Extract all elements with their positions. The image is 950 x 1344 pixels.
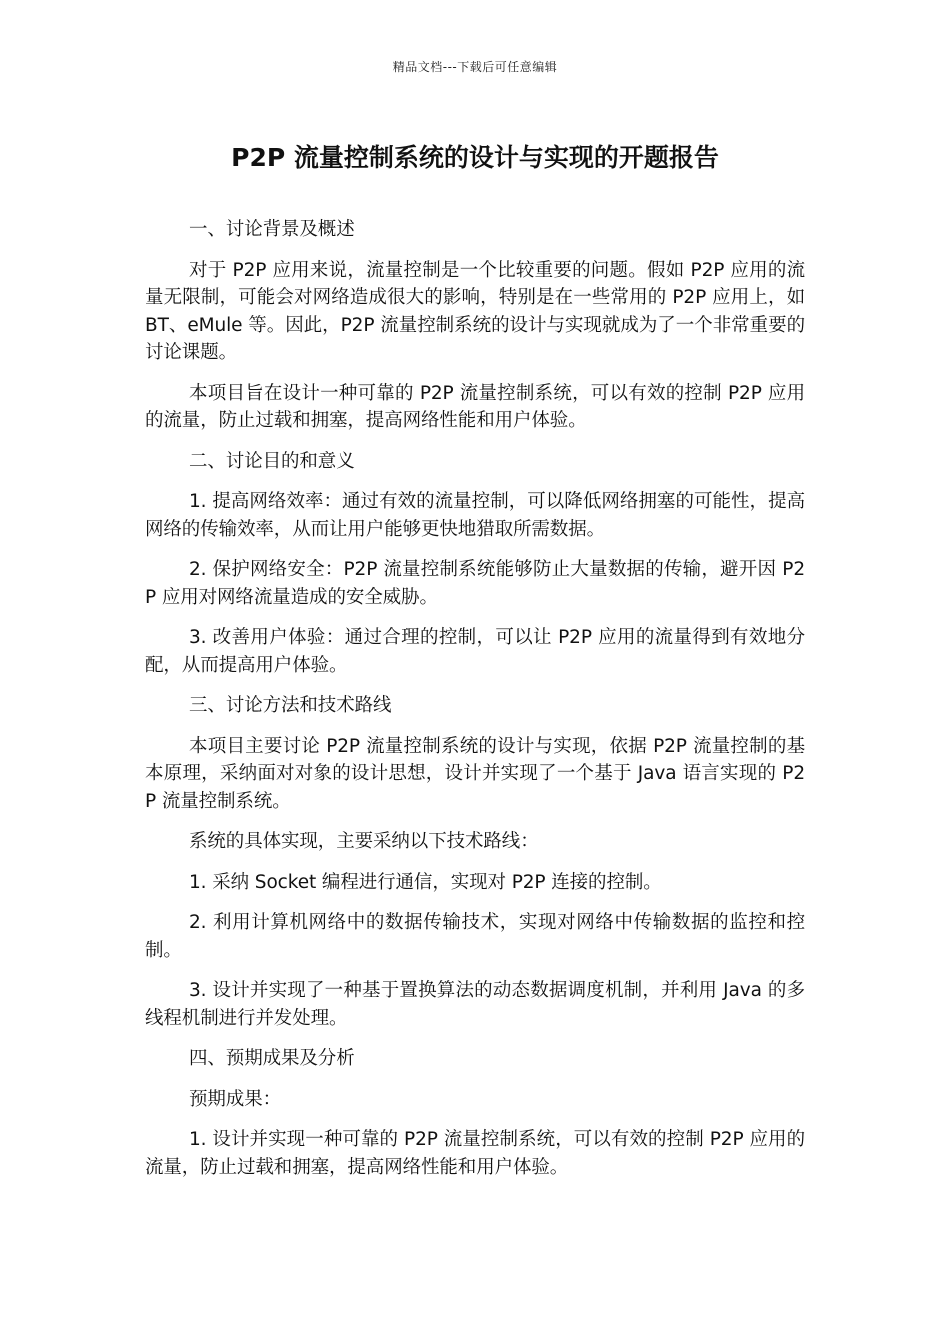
list-item: 3. 设计并实现了一种基于置换算法的动态数据调度机制，并利用 Java 的多线程机制进行并发处理。 (145, 980, 805, 1029)
body-paragraph: 系统的具体实现，主要采纳以下技术路线： (189, 831, 539, 852)
document-title: P2P 流量控制系统的设计与实现的开题报告 (231, 143, 719, 172)
body-paragraph: 本项目主要讨论 P2P 流量控制系统的设计与实现，依据 P2P 流量控制的基本原理，采纳面对对象的设计思想，设计并实现了一个基于 Java 语言实现的 P2P 流量控制系统。 (145, 735, 805, 812)
body-paragraph: 对于 P2P 应用来说，流量控制是一个比较重要的问题。假如 P2P 应用的流量无限制，可能会对网络造成很大的影响，特别是在一些常用的 P2P 应用上，如 BT、eMule 等。因此，P2P 流量控制系统的设计与实现就成为了一个非常重要的讨论课题。 (145, 259, 805, 363)
body-paragraph: 本项目旨在设计一种可靠的 P2P 流量控制系统，可以有效的控制 P2P 应用的流量，防止过载和拥塞，提高网络性能和用户体验。 (145, 382, 805, 431)
section-heading-purpose: 二、讨论目的和意义 (189, 450, 355, 472)
list-item: 3. 改善用户体验：通过合理的控制，可以让 P2P 应用的流量得到有效地分配，从而提高用户体验。 (145, 627, 805, 676)
list-item: 2. 利用计算机网络中的数据传输技术，实现对网络中传输数据的监控和控制。 (145, 912, 805, 961)
header-note: 精品文档---下载后可任意编辑 (392, 60, 558, 74)
section-heading-methods: 三、讨论方法和技术路线 (189, 695, 392, 716)
list-item: 2. 保护网络安全：P2P 流量控制系统能够防止大量数据的传输，避开因 P2P 应用对网络流量造成的安全威胁。 (145, 559, 805, 608)
document-body (145, 216, 805, 1194)
section-heading-background: 一、讨论背景及概述 (189, 219, 355, 240)
list-item: 1. 采纳 Socket 编程进行通信，实现对 P2P 连接的控制。 (189, 871, 662, 893)
list-item: 1. 提高网络效率：通过有效的流量控制，可以降低网络拥塞的可能性，提高网络的传输效率，从而让用户能够更快地猎取所需数据。 (145, 491, 805, 540)
list-item: 1. 设计并实现一种可靠的 P2P 流量控制系统，可以有效的控制 P2P 应用的流量，防止过载和拥塞，提高网络性能和用户体验。 (145, 1129, 805, 1178)
section-heading-outcomes: 四、预期成果及分析 (189, 1048, 355, 1069)
body-paragraph: 预期成果： (189, 1088, 282, 1110)
